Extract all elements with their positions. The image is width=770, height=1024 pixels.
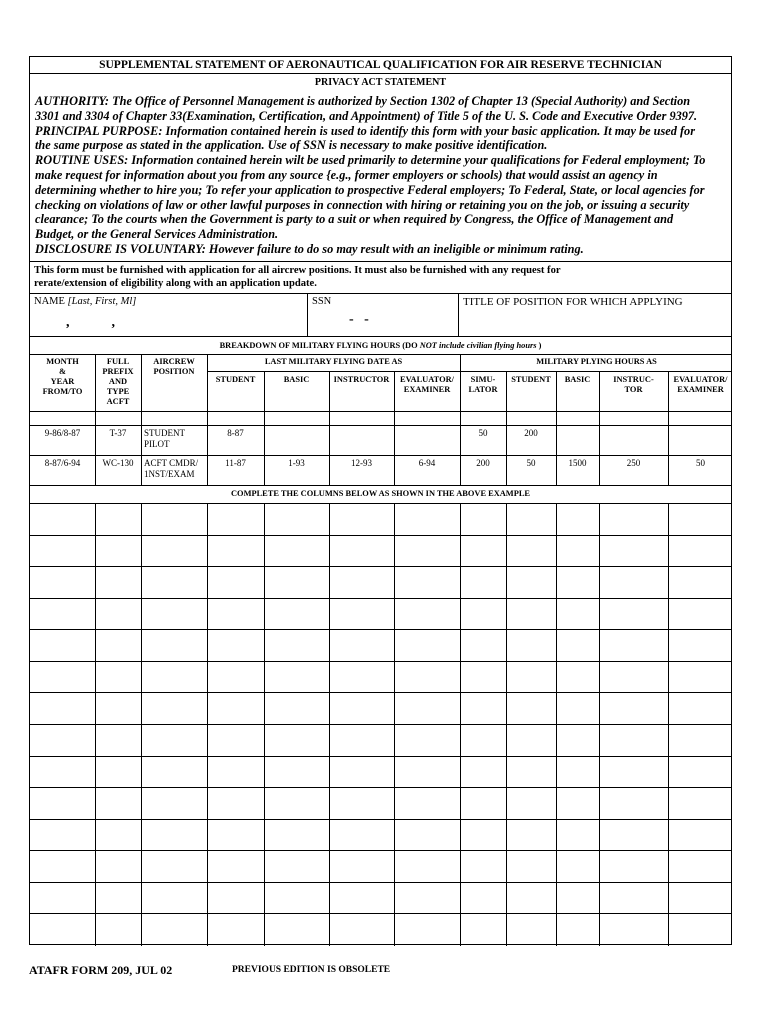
entry-cell[interactable]: [330, 851, 393, 881]
entry-cell[interactable]: [461, 504, 505, 534]
entry-cell[interactable]: [31, 914, 94, 944]
col-group-hours: MILITARY PLYING HOURS AS: [536, 357, 657, 366]
entry-cell[interactable]: [557, 851, 598, 881]
example-cell: 1500: [568, 458, 587, 468]
entry-cell[interactable]: [507, 693, 555, 723]
entry-cell[interactable]: [600, 914, 667, 944]
entry-cell[interactable]: [96, 693, 140, 723]
privacy-act-line: AUTHORITY: The Office of Personnel Management is authorized by Section 1302 of Chapter 13 (Special Authority) and Section: [35, 94, 691, 108]
position-title-field[interactable]: [462, 311, 728, 333]
entry-cell[interactable]: [330, 693, 393, 723]
entry-cell[interactable]: [96, 914, 140, 944]
entry-cell[interactable]: [600, 567, 667, 597]
privacy-act-line: PRINCIPAL PURPOSE: Information contained herein is used to identify this form with your basic application. It may be used for: [35, 123, 695, 138]
name-label: NAME: [34, 296, 65, 307]
entry-cell[interactable]: [600, 820, 667, 850]
entry-cell[interactable]: [96, 788, 140, 818]
entry-cell[interactable]: [395, 914, 459, 944]
privacy-act-header: PRIVACY ACT STATEMENT: [314, 77, 447, 88]
entry-cell[interactable]: [461, 788, 505, 818]
entry-cell[interactable]: [557, 788, 598, 818]
entry-cell[interactable]: [96, 725, 140, 755]
entry-cell[interactable]: [330, 820, 393, 850]
entry-cell[interactable]: [507, 820, 555, 850]
example-cell: 250: [626, 458, 641, 468]
entry-cell[interactable]: [669, 851, 732, 881]
entry-cell[interactable]: [31, 725, 94, 755]
entry-cell[interactable]: [600, 630, 667, 660]
entry-cell[interactable]: [142, 725, 206, 755]
entry-cell[interactable]: [31, 883, 94, 913]
entry-cell[interactable]: [669, 662, 732, 692]
entry-cell[interactable]: [461, 851, 505, 881]
entry-cell[interactable]: [507, 504, 555, 534]
entry-cell[interactable]: [265, 630, 328, 660]
notice-line: rerate/extension of eligibility along with an application update.: [34, 278, 317, 289]
entry-cell[interactable]: [395, 757, 459, 787]
entry-cell[interactable]: [142, 504, 206, 534]
col-header-month: MONTH & YEAR FROM/TO: [42, 357, 83, 396]
entry-cell[interactable]: [395, 788, 459, 818]
entry-cell[interactable]: [507, 788, 555, 818]
entry-cell[interactable]: [208, 914, 263, 944]
entry-cell[interactable]: [395, 599, 459, 629]
entry-cell[interactable]: [265, 757, 328, 787]
entry-cell[interactable]: [31, 757, 94, 787]
entry-cell[interactable]: [265, 725, 328, 755]
divider: [30, 293, 731, 294]
entry-cell[interactable]: [142, 914, 206, 944]
entry-cell[interactable]: [142, 757, 206, 787]
entry-cell[interactable]: [669, 630, 732, 660]
entry-cell[interactable]: [395, 630, 459, 660]
entry-cell[interactable]: [600, 883, 667, 913]
entry-cell[interactable]: [461, 914, 505, 944]
entry-cell[interactable]: [507, 662, 555, 692]
col-header-h-evaluator: EVALUATOR/ EXAMINER: [673, 375, 728, 394]
entry-cell[interactable]: [208, 693, 263, 723]
entry-cell[interactable]: [557, 820, 598, 850]
entry-cell[interactable]: [669, 883, 732, 913]
entry-cell[interactable]: [96, 630, 140, 660]
entry-cell[interactable]: [265, 851, 328, 881]
entry-cell[interactable]: [31, 630, 94, 660]
entry-cell[interactable]: [395, 662, 459, 692]
entry-cell[interactable]: [395, 883, 459, 913]
entry-cell[interactable]: [208, 567, 263, 597]
position-title-label: TITLE OF POSITION FOR WHICH APPLYING: [463, 296, 683, 308]
entry-cell[interactable]: [208, 599, 263, 629]
entry-cell[interactable]: [142, 693, 206, 723]
col-header-instructor: INSTRUCTOR: [333, 375, 390, 384]
entry-cell[interactable]: [600, 851, 667, 881]
name-label-group: [34, 296, 136, 307]
example-cell: 200: [476, 458, 490, 468]
entry-cell[interactable]: [557, 883, 598, 913]
entry-cell[interactable]: [96, 820, 140, 850]
entry-cell[interactable]: [208, 536, 263, 566]
entry-cell[interactable]: [142, 536, 206, 566]
example-cell: 12-93: [351, 458, 372, 468]
entry-cell[interactable]: [330, 662, 393, 692]
entry-cell[interactable]: [265, 536, 328, 566]
obsolete-note: PREVIOUS EDITION IS OBSOLETE: [232, 965, 391, 975]
entry-cell[interactable]: [461, 599, 505, 629]
col-header-simulator: SIMU- LATOR: [468, 375, 498, 394]
entry-cell[interactable]: [395, 725, 459, 755]
entry-cell[interactable]: [600, 662, 667, 692]
entry-cell[interactable]: [461, 536, 505, 566]
entry-cell[interactable]: [557, 725, 598, 755]
entry-cell[interactable]: [507, 567, 555, 597]
privacy-act-line: 3301 and 3304 of Chapter 33(Examination, Certification, and Appointment) of Title 5 of the U. S. Code and Executive Order 9397.: [35, 108, 698, 123]
entry-cell[interactable]: [31, 693, 94, 723]
entry-cell[interactable]: [330, 536, 393, 566]
example-cell: ACFT CMDR/ 1NST/EXAM: [144, 458, 199, 479]
entry-cell[interactable]: [669, 599, 732, 629]
entry-cell[interactable]: [265, 914, 328, 944]
entry-cell[interactable]: [507, 851, 555, 881]
entry-cell[interactable]: [208, 504, 263, 534]
entry-cell[interactable]: [330, 757, 393, 787]
entry-cell[interactable]: [600, 757, 667, 787]
breakdown-header: BREAKDOWN OF MILITARY FLYING HOURS (DO NOT include civilian flying hours ): [219, 341, 542, 350]
entry-cell[interactable]: [330, 599, 393, 629]
example-cell: 50: [696, 458, 705, 468]
entry-cell[interactable]: [265, 693, 328, 723]
entry-cell[interactable]: [557, 757, 598, 787]
entry-cell[interactable]: [600, 788, 667, 818]
entry-cell[interactable]: [461, 662, 505, 692]
entry-cell[interactable]: [31, 567, 94, 597]
entry-cell[interactable]: [600, 599, 667, 629]
name-hint: [Last, First, Ml]: [67, 296, 137, 307]
entry-cell[interactable]: [461, 567, 505, 597]
entry-cell[interactable]: [557, 567, 598, 597]
entry-cell[interactable]: [31, 788, 94, 818]
entry-cell[interactable]: [395, 567, 459, 597]
complete-instruction: COMPLETE THE COLUMNS BELOW AS SHOWN IN THE ABOVE EXAMPLE: [231, 489, 530, 498]
entry-cell[interactable]: [669, 914, 732, 944]
entry-cell[interactable]: [507, 725, 555, 755]
entry-cell[interactable]: [395, 820, 459, 850]
entry-cell[interactable]: [507, 630, 555, 660]
privacy-act-line: clearance; To the courts when the Government is party to a suit or when required by Congress, the Office of Management and: [35, 212, 674, 227]
entry-cell[interactable]: [557, 504, 598, 534]
example-cell: 6-94: [418, 458, 436, 468]
entry-cell[interactable]: [461, 757, 505, 787]
entry-cell[interactable]: [142, 567, 206, 597]
entry-cell[interactable]: [208, 851, 263, 881]
entry-cell[interactable]: [461, 693, 505, 723]
example-cell: 11-87: [225, 458, 246, 468]
entry-cell[interactable]: [96, 567, 140, 597]
privacy-act-line: DISCLOSURE IS VOLUNTARY: However failure to do so may result with an ineligible or minimum rating.: [35, 241, 584, 256]
entry-cell[interactable]: [208, 788, 263, 818]
entry-cell[interactable]: [557, 536, 598, 566]
entry-cell[interactable]: [31, 851, 94, 881]
entry-cell[interactable]: [330, 788, 393, 818]
entry-cell[interactable]: [669, 693, 732, 723]
privacy-act-line: make request for information about you from any source {e.g., former employers or schools) that would assist an agency in: [35, 167, 658, 182]
entry-cell[interactable]: [265, 504, 328, 534]
entry-cell[interactable]: [461, 630, 505, 660]
entry-cell[interactable]: [557, 630, 598, 660]
entry-cell[interactable]: [395, 536, 459, 566]
example-cell: 9-86/8-87: [44, 428, 81, 438]
entry-cell[interactable]: [669, 820, 732, 850]
entry-cell[interactable]: [265, 788, 328, 818]
entry-cell[interactable]: [142, 662, 206, 692]
entry-cell[interactable]: [96, 883, 140, 913]
entry-cell[interactable]: [31, 662, 94, 692]
entry-cell[interactable]: [600, 725, 667, 755]
example-cell: 50: [478, 428, 488, 438]
entry-cell[interactable]: [265, 567, 328, 597]
entry-cell[interactable]: [507, 599, 555, 629]
entry-cell[interactable]: [557, 914, 598, 944]
entry-cell[interactable]: [330, 883, 393, 913]
entry-cell[interactable]: [208, 820, 263, 850]
col-header-student: STUDENT: [215, 375, 256, 384]
entry-cell[interactable]: [330, 725, 393, 755]
entry-cell[interactable]: [142, 630, 206, 660]
divider: [30, 261, 731, 262]
entry-cell[interactable]: [96, 504, 140, 534]
entry-cell[interactable]: [265, 820, 328, 850]
entry-cell[interactable]: [330, 630, 393, 660]
entry-cell[interactable]: [395, 693, 459, 723]
col-header-evaluator: EVALUATOR/ EXAMINER: [400, 375, 454, 394]
entry-cell[interactable]: [208, 630, 263, 660]
entry-cell[interactable]: [669, 725, 732, 755]
entry-cell[interactable]: [96, 599, 140, 629]
entry-cell[interactable]: [669, 788, 732, 818]
entry-cell[interactable]: [557, 693, 598, 723]
entry-cell[interactable]: [31, 536, 94, 566]
entry-cell[interactable]: [208, 725, 263, 755]
entry-cell[interactable]: [669, 536, 732, 566]
divider: [30, 336, 731, 337]
entry-cell[interactable]: [96, 851, 140, 881]
col-header-h-instructor: INSTRUC- TOR: [613, 375, 654, 394]
example-cell: WC-130: [102, 458, 134, 468]
name-field[interactable]: , ,: [66, 315, 115, 330]
entry-cell[interactable]: [557, 599, 598, 629]
notice-line: This form must be furnished with application for all aircrew positions. It must also be furnished with any request for: [34, 265, 561, 276]
privacy-act-line: ROUTINE USES: Information contained herein wilt be used primarily to determine your qualifications for Federal employment; To: [35, 153, 706, 168]
entry-cell[interactable]: [507, 914, 555, 944]
entry-cell[interactable]: [507, 883, 555, 913]
entry-cell[interactable]: [265, 883, 328, 913]
example-cell: 8-87/6-94: [44, 458, 81, 468]
entry-cell[interactable]: [142, 599, 206, 629]
privacy-act-text: [35, 94, 725, 257]
example-cell: 1-93: [288, 458, 305, 468]
privacy-act-line: the same purpose as stated in the application. Use of SSN is necessary to make positive identification.: [35, 138, 548, 153]
example-cell: T-37: [109, 428, 127, 438]
entry-cell[interactable]: [208, 883, 263, 913]
entry-cell[interactable]: [31, 820, 94, 850]
entry-cell[interactable]: [208, 662, 263, 692]
example-cell: STUDENT PILOT: [144, 428, 185, 449]
entry-cell[interactable]: [142, 851, 206, 881]
entry-cell[interactable]: [265, 662, 328, 692]
privacy-act-line: Budget, or the General Services Administration.: [35, 227, 279, 242]
entry-cell[interactable]: [507, 536, 555, 566]
col-header-prefix: FULL PREFIX AND TYPE ACFT: [102, 357, 134, 406]
privacy-act-line: checking on violations of law or other lawful purposes in connection with hiring or retaining you on the job, or issuing a security: [35, 197, 690, 212]
title-rule: [30, 73, 731, 74]
entry-cell[interactable]: [96, 536, 140, 566]
entry-cell[interactable]: [265, 599, 328, 629]
entry-cell[interactable]: [395, 504, 459, 534]
col-header-basic: BASIC: [283, 375, 310, 384]
entry-cell[interactable]: [600, 536, 667, 566]
entry-cell[interactable]: [142, 820, 206, 850]
entry-cell[interactable]: [461, 820, 505, 850]
entry-cell[interactable]: [669, 757, 732, 787]
entry-cell[interactable]: [507, 757, 555, 787]
form-frame: [29, 56, 732, 945]
entry-cell[interactable]: [330, 504, 393, 534]
entry-cell[interactable]: [96, 662, 140, 692]
entry-cell[interactable]: [669, 567, 732, 597]
entry-cell[interactable]: [461, 725, 505, 755]
col-header-h-student: STUDENT: [511, 375, 551, 384]
entry-cell[interactable]: [669, 504, 732, 534]
form-id: ATAFR FORM 209, JUL 02: [29, 963, 173, 977]
entry-cell[interactable]: [142, 788, 206, 818]
notice-text: [34, 264, 727, 290]
entry-cell[interactable]: [31, 504, 94, 534]
entry-cell[interactable]: [142, 883, 206, 913]
col-group-last-date: LAST MILITARY FLYING DATE AS: [264, 357, 403, 366]
entry-cell[interactable]: [461, 883, 505, 913]
entry-cell[interactable]: [395, 851, 459, 881]
example-cell: 200: [524, 428, 538, 438]
ssn-field[interactable]: - -: [349, 312, 369, 327]
privacy-act-line: determining whether to hire you; To refer your application to prospective Federal employers; To Federal, State, or local agencies for: [35, 182, 705, 197]
ssn-label: SSN: [312, 296, 332, 307]
col-header-h-basic: BASIC: [564, 375, 591, 384]
col-header-aircrew: AIRCREW POSITION: [153, 357, 195, 376]
entry-cell[interactable]: [600, 693, 667, 723]
entry-cell[interactable]: [96, 757, 140, 787]
entry-cell[interactable]: [600, 504, 667, 534]
form-title: SUPPLEMENTAL STATEMENT OF AERONAUTICAL QUALIFICATION FOR AIR RESERVE TECHNICIAN: [99, 59, 662, 71]
entry-cell[interactable]: [208, 757, 263, 787]
entry-cell[interactable]: [557, 662, 598, 692]
example-cell: 8-87: [227, 428, 244, 438]
entry-cell[interactable]: [31, 599, 94, 629]
entry-cell[interactable]: [330, 567, 393, 597]
entry-cell[interactable]: [330, 914, 393, 944]
example-cell: 50: [526, 458, 536, 468]
